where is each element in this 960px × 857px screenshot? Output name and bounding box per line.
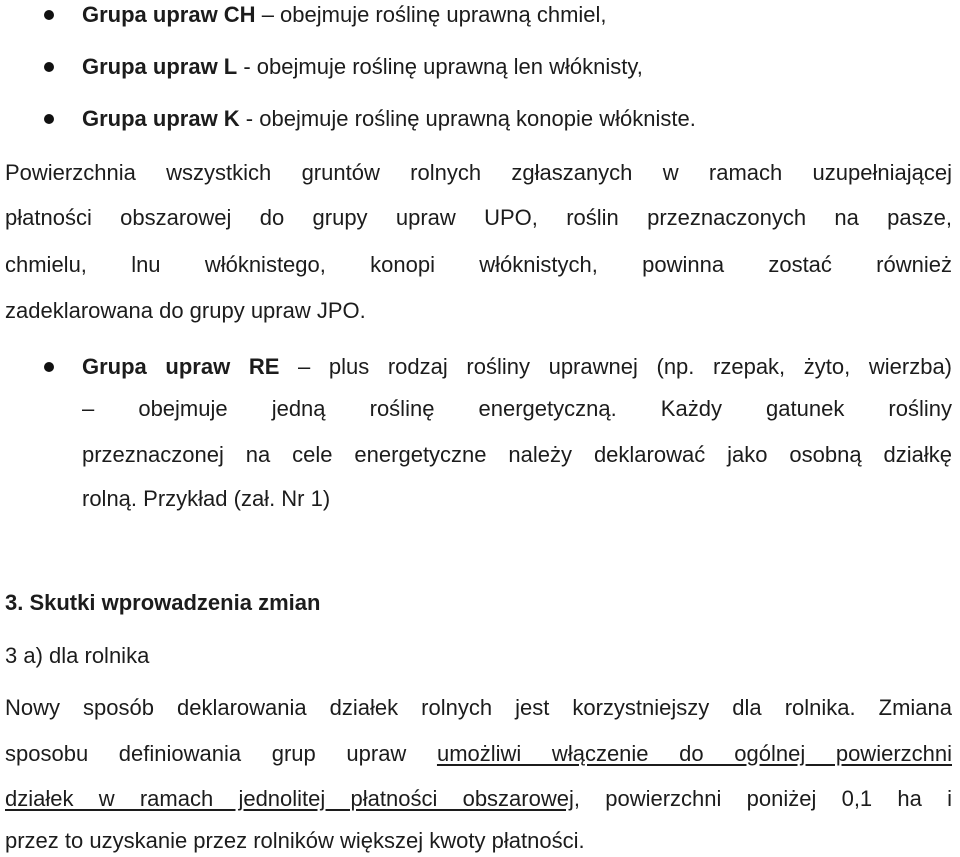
bullet-bold-label: Grupa upraw CH [82,2,256,27]
bullet-re-line: – obejmuje jedną roślinę energetyczną. Każdy gatunek rośliny [82,396,952,421]
paragraph2-line: przez to uzyskanie przez rolników większej kwoty płatności. [5,828,585,853]
paragraph1-line: zadeklarowana do grupy upraw JPO. [5,298,366,323]
paragraph2-line [5,784,952,814]
paragraph2-underlined-text: umożliwi włączenie do ogólnej powierzchni [436,741,952,766]
bullet-bold-label: Grupa upraw L [82,54,238,79]
paragraph2-text: sposobu definiowania grup upraw [5,741,437,766]
bullet-bold-label: Grupa upraw K [82,106,240,131]
bullet-re-line: rolną. Przykład (zał. Nr 1) [82,486,331,511]
paragraph1-line: Powierzchnia wszystkich gruntów rolnych zgłaszanych w ramach uzupełniającej [5,160,952,185]
paragraph1-line: płatności obszarowej do grupy upraw UPO, roślin przeznaczonych na pasze, [5,205,952,230]
bullet-item-ch [0,0,960,30]
bullet-item-l [0,52,960,82]
bullet-dot [44,114,54,124]
bullet-dot [44,10,54,20]
bullet-dot [44,62,54,72]
bullet-text: – plus rodzaj rośliny uprawnej (np. rzepak, żyto, wierzba) [279,354,953,379]
bullet-text: - obejmuje roślinę uprawną konopie włókniste. [239,106,696,131]
bullet-item-k [0,104,960,134]
paragraph2-text: , powierzchni poniżej 0,1 ha i [573,786,952,811]
section-heading: 3. Skutki wprowadzenia zmian [5,590,321,615]
subheading: 3 a) dla rolnika [5,643,150,668]
bullet-item-re [0,352,960,382]
paragraph2-line [5,739,952,769]
bullet-dot [44,362,54,372]
bullet-re-line: przeznaczonej na cele energetyczne należy deklarować jako osobną działkę [82,442,952,467]
bullet-bold-label: Grupa upraw RE [82,354,280,379]
paragraph1-line: chmielu, lnu włóknistego, konopi włóknistych, powinna zostać również [5,252,952,277]
paragraph2-underlined-text: działek w ramach jednolitej płatności obszarowej [5,786,574,811]
bullet-text: – obejmuje roślinę uprawną chmiel, [255,2,607,27]
paragraph2-line: Nowy sposób deklarowania działek rolnych jest korzystniejszy dla rolnika. Zmiana [5,695,952,720]
bullet-text: - obejmuje roślinę uprawną len włóknisty, [237,54,643,79]
